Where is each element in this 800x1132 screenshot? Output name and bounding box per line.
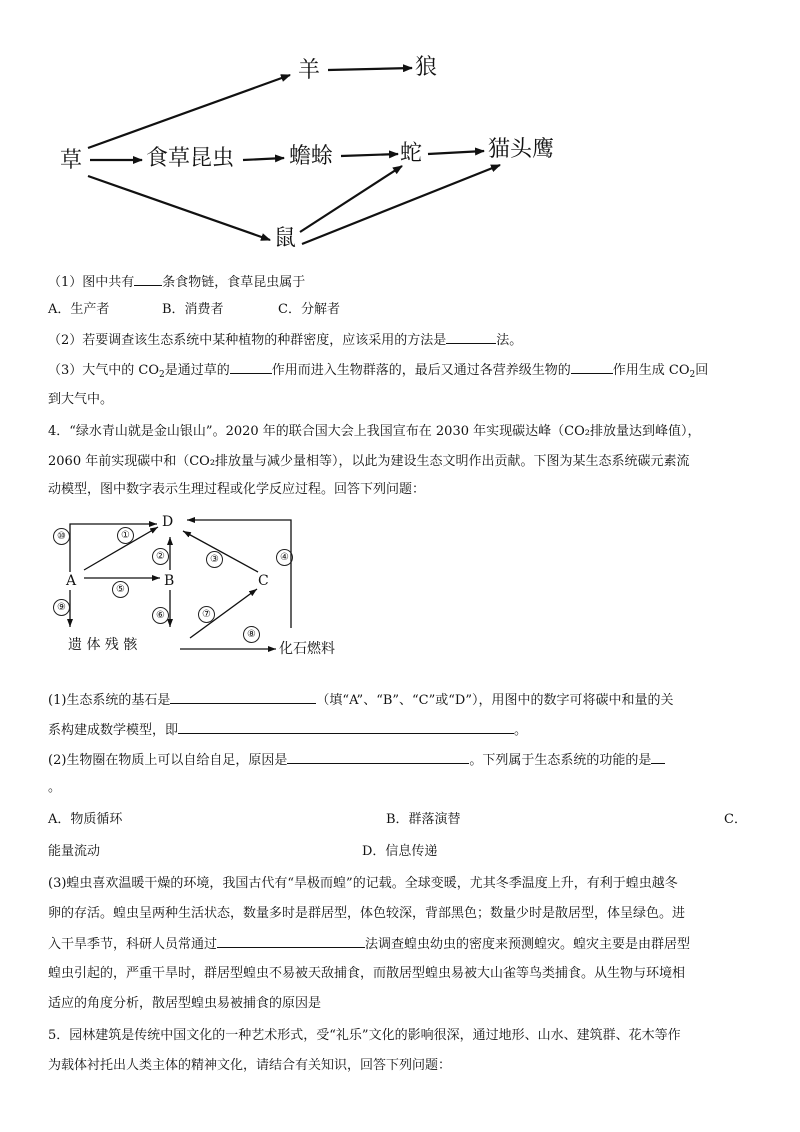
q4-intro-1: 4．“绿水青山就是金山银山”。2020 年的联合国大会上我国宣布在 2030 年实现碳达峰（CO₂排放量达到峰值）， [48,424,701,439]
cycle-node-b: B [164,573,175,589]
node-owl: 猫头鹰 [488,137,555,162]
answer-blank[interactable] [178,720,514,734]
q4-s3-line5: 适应的角度分析，散居型蝗虫易被捕食的原因是 [48,996,322,1011]
process-number-10: ⑩ [53,528,70,545]
q4-s1-line1: (1)生态系统的基石是 （填“A”、“B”、“C”或“D”），用图中的数字可将碳中和量的关 [48,690,674,711]
q4-s2-line2: 。 [48,780,62,795]
answer-blank[interactable] [287,750,469,764]
q4-intro-3: 动模型，图中数字表示生理过程或化学反应过程。回答下列问题： [48,482,426,497]
process-number-9: ⑨ [53,599,70,616]
node-wolf: 狼 [415,55,438,80]
q3-part2: （2）若要调查该生态系统中某种植物的种群密度，应该采用的方法是 法。 [48,330,522,351]
process-number-3: ③ [206,551,223,568]
q4-option-b[interactable]: B．群落演替 [386,812,461,827]
node-mouse: 鼠 [274,226,297,251]
q3-part1: （1）图中共有 条食物链，食草昆虫属于 [48,272,305,293]
q4-s3-line2: 卵的存活。蝗虫呈两种生活状态，数量多时是群居型，体色较深，背部黑色；数量少时是散居型，体呈绿色。进 [48,906,686,921]
arrow-3 [183,531,258,572]
cycle-node-fossil: 化石燃料 [279,641,335,657]
process-number-1: ① [117,527,134,544]
cycle-node-a: A [66,573,77,589]
arrow-10 [70,524,157,572]
process-number-8: ⑧ [243,626,260,643]
answer-blank[interactable] [217,934,365,948]
cycle-node-c: C [258,573,269,589]
q4-option-c[interactable]: 能量流动 [48,844,101,859]
answer-blank[interactable] [651,750,665,764]
q4-option-d[interactable]: D．信息传递 [362,844,438,859]
q4-s1-line2: 系构建成数学模型，即 。 [48,720,527,741]
q4-s3-line3: 入干旱季节，科研人员常通过 法调查蝗虫幼虫的密度来预测蝗灾。蝗灾主要是由群居型 [48,934,690,955]
process-number-2: ② [152,548,169,565]
q3-option-a[interactable]: A．生产者 [48,302,110,317]
q4-s2-line1: (2)生物圈在物质上可以自给自足，原因是 。下列属于生态系统的功能的是 [48,750,665,771]
q5-line2: 为载体衬托出人类主体的精神文化，请结合有关知识，回答下列问题： [48,1058,452,1073]
node-insect: 食草昆虫 [146,146,235,171]
cycle-node-remains: 遗 体 残 骸 [68,637,138,653]
node-snake: 蛇 [400,141,423,166]
q4-option-a[interactable]: A．物质循环 [48,812,123,827]
process-number-6: ⑥ [152,607,169,624]
node-grass: 草 [60,148,83,173]
process-number-5: ⑤ [112,581,129,598]
q4-intro-2: 2060 年前实现碳中和（CO₂排放量与减少量相等），以此为建设生态文明作出贡献。下图为某生态系统碳元素流 [48,454,690,469]
cycle-node-d: D [162,514,174,530]
node-sheep: 羊 [298,58,321,83]
q3-part3-cont: 到大气中。 [48,392,114,407]
node-toad: 蟾蜍 [289,144,334,169]
q4-s3-line4: 蝗虫引起的，严重干旱时，群居型蝗虫不易被天敌捕食，而散居型蝗虫易被大山雀等鸟类捕食。从生物与环境相 [48,966,686,981]
process-number-4: ④ [276,549,293,566]
q3-option-b[interactable]: B．消费者 [162,302,224,317]
q4-option-c-marker[interactable]: C． [724,812,747,827]
answer-blank[interactable] [170,690,316,704]
q4-s3-line1: (3)蝗虫喜欢温暖干燥的环境，我国古代有“旱极而蝗”的记载。全球变暖，尤其冬季温度上升，有利于蝗虫越冬 [48,876,678,891]
q3-part3: （3）大气中的 $CO_2$是通过草的 作用而进入生物群落的，最后又通过各营养级生物的 作用生成 $CO_2$回 [48,360,708,385]
q3-option-c[interactable]: C．分解者 [278,302,340,317]
process-number-7: ⑦ [198,606,215,623]
q5-line1: 5．园林建筑是传统中国文化的一种艺术形式，受“礼乐”文化的影响很深，通过地形、山水、建筑群、花木等作 [48,1028,681,1043]
